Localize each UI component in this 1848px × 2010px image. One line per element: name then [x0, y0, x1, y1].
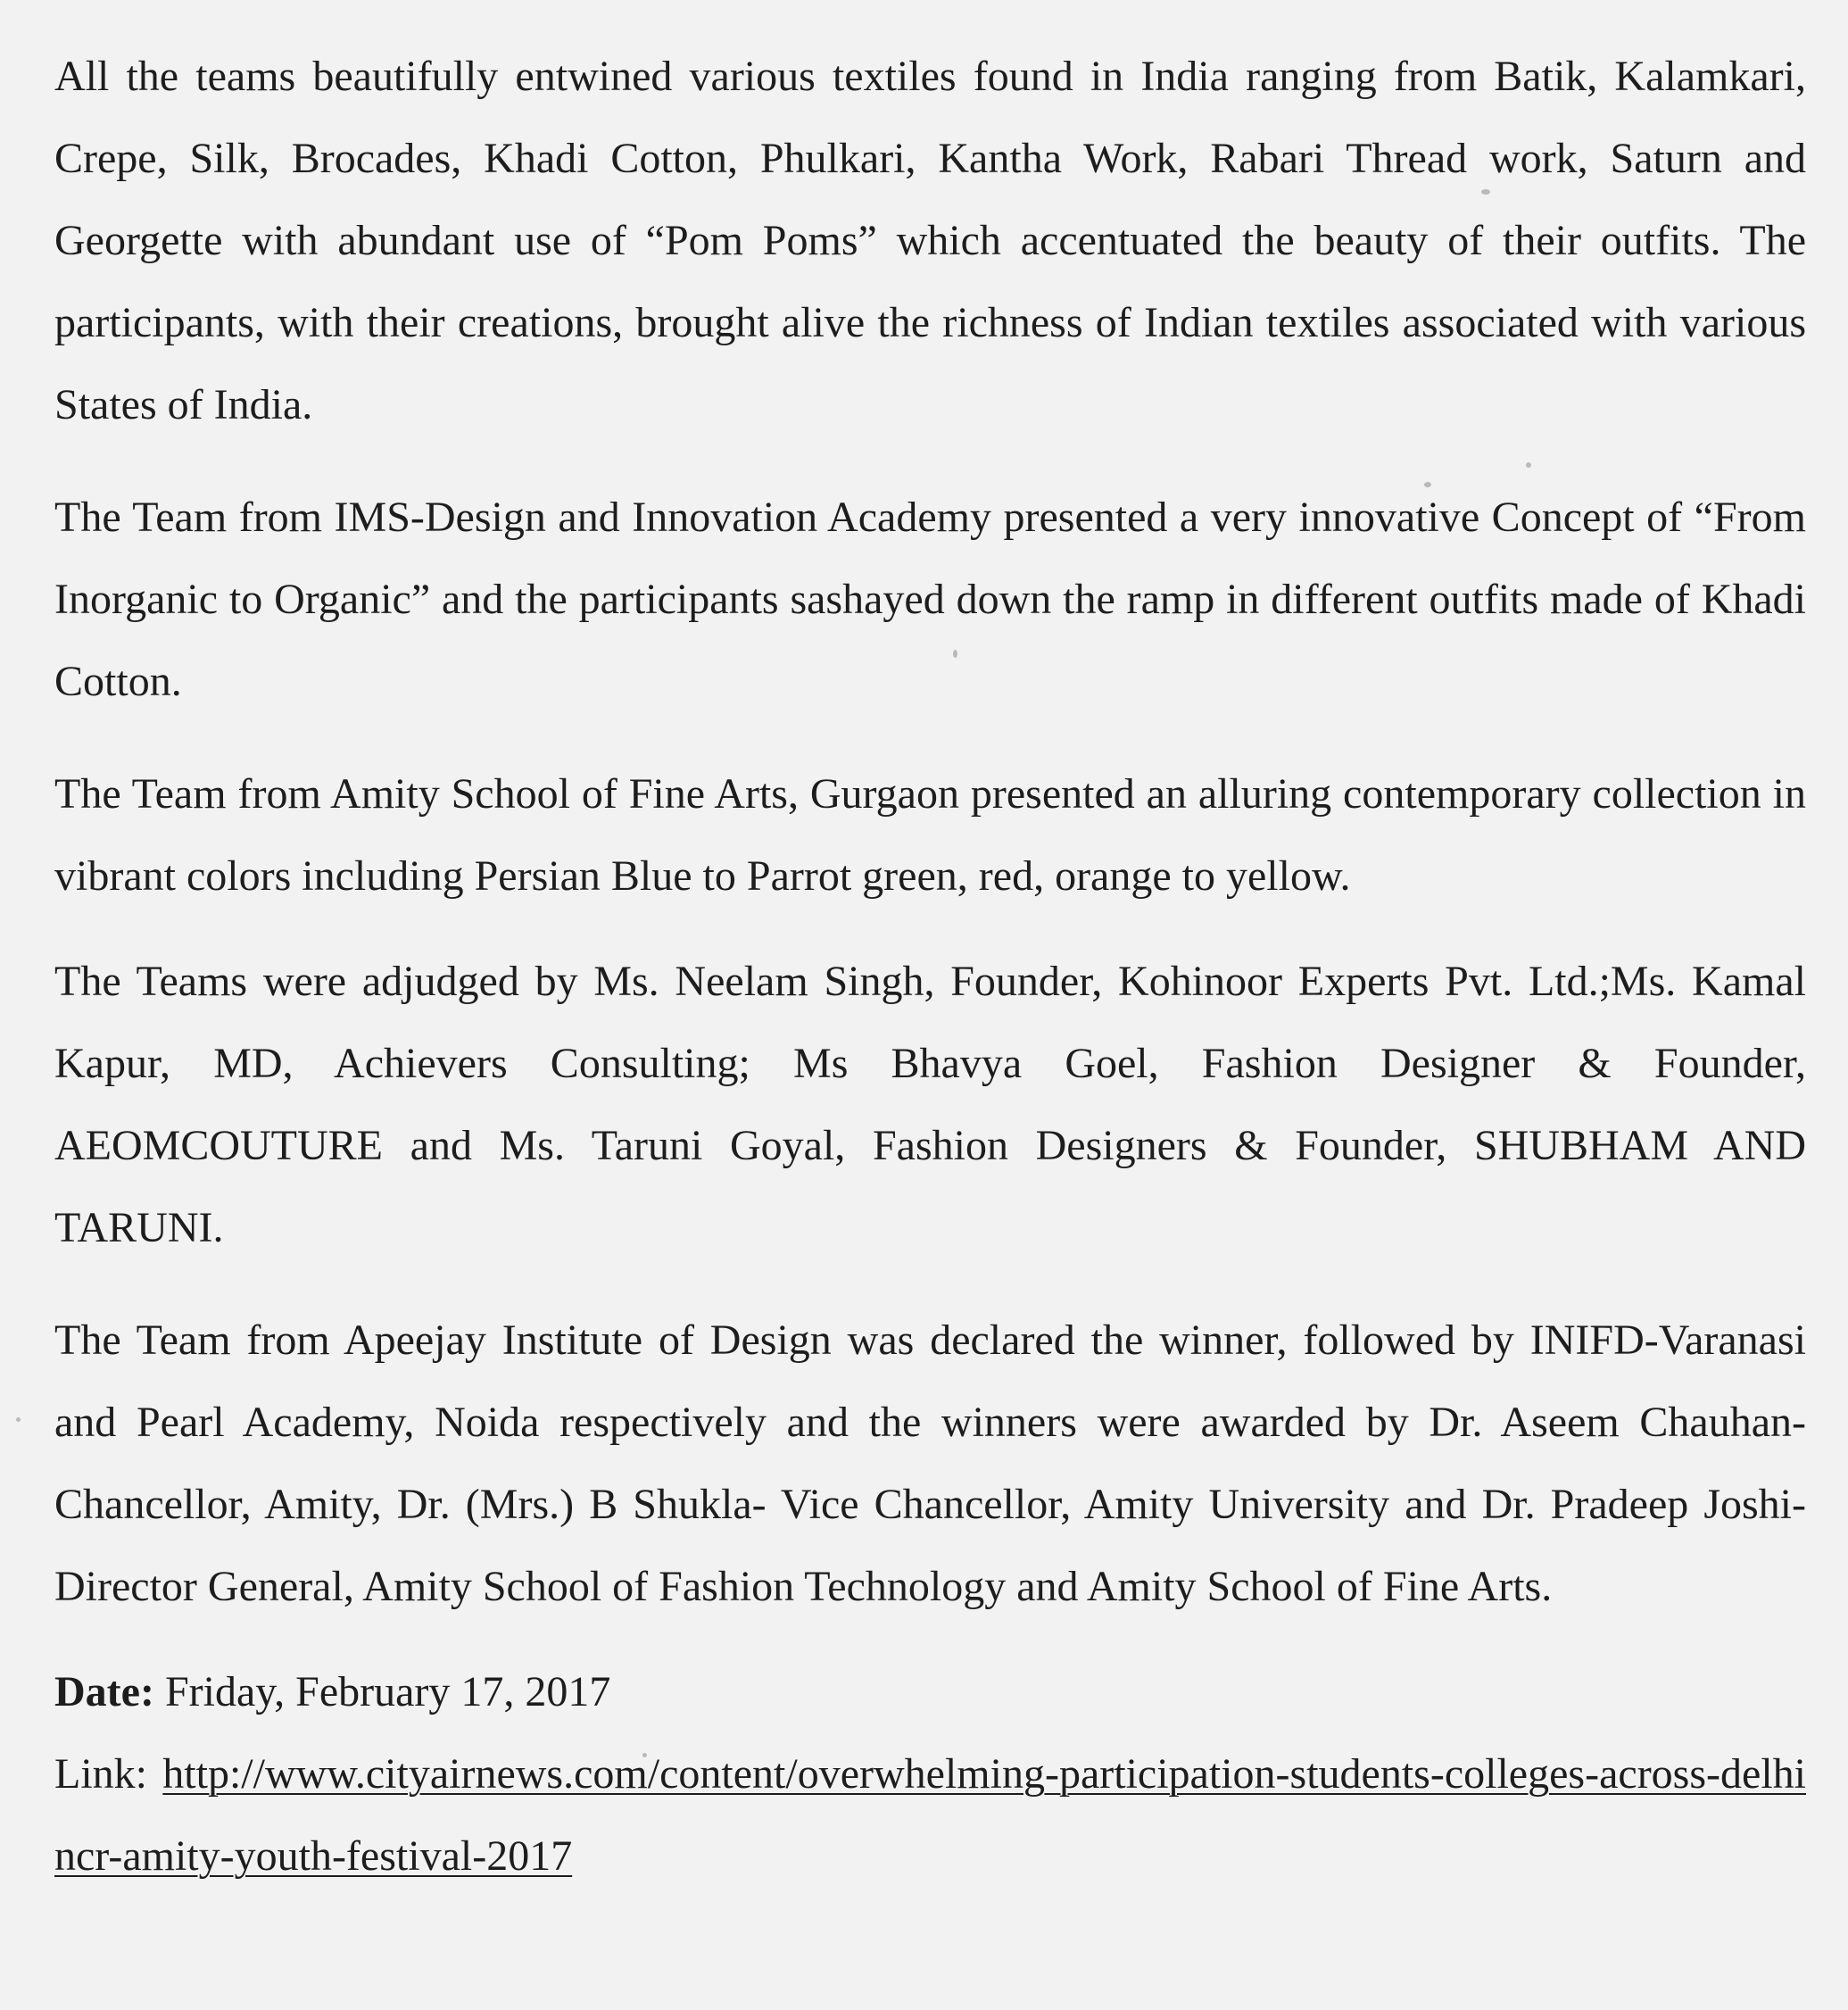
date-value: Friday, February 17, 2017: [164, 1668, 611, 1715]
source-link[interactable]: http://www.cityairnews.com/content/overwhelming-participation-students-colleges-across-delhincr-amity-youth-festival-2017: [54, 1750, 1806, 1880]
paragraph-textiles: All the teams beautifully entwined various textiles found in India ranging from Batik, Kalamkari, Crepe, Silk, Brocades, Khadi Cotton, Phulkari, Kantha Work, Rabari Thread work, Saturn and Georgette with abundant use of “Pom Poms” which accentuated the beauty of their outfits. The participants, with their creations, brought alive the richness of Indian textiles associated with various States of India.: [54, 53, 1806, 428]
paragraph-judges: The Teams were adjudged by Ms. Neelam Singh, Founder, Kohinoor Experts Pvt. Ltd.;Ms. Kamal Kapur, MD, Achievers Consulting; Ms Bhavya Goel, Fashion Designer & Founder, AEOMCOUTURE and Ms. Taruni Goyal, Fashion Designers & Founder, SHUBHAM AND TARUNI.: [54, 958, 1806, 1251]
document-page: [54, 36, 1806, 1898]
paragraph-winners: The Team from Apeejay Institute of Design was declared the winner, followed by INIFD-Varanasi and Pearl Academy, Noida respectively and the winners were awarded by Dr. Aseem Chauhan- Chancellor, Amity, Dr. (Mrs.) B Shukla- Vice Chancellor, Amity University and Dr. Pradeep Joshi- Director General, Amity School of Fashion Technology and Amity School of Fine Arts.: [54, 1316, 1806, 1610]
date-line: [54, 1651, 1806, 1733]
paragraph-ims-team: The Team from IMS-Design and Innovation Academy presented a very innovative Concept of “From Inorganic to Organic” and the participants sashayed down the ramp in different outfits made of Khadi Cotton.: [54, 494, 1806, 705]
article-meta: [54, 1651, 1806, 1898]
date-label: Date:: [54, 1668, 154, 1715]
paragraph-amity-team: The Team from Amity School of Fine Arts, Gurgaon presented an alluring contemporary collection in vibrant colors including Persian Blue to Parrot green, red, orange to yellow.: [54, 770, 1806, 900]
scan-speck: [16, 1417, 21, 1422]
link-label: Link:: [54, 1750, 147, 1798]
link-line: [54, 1733, 1806, 1898]
